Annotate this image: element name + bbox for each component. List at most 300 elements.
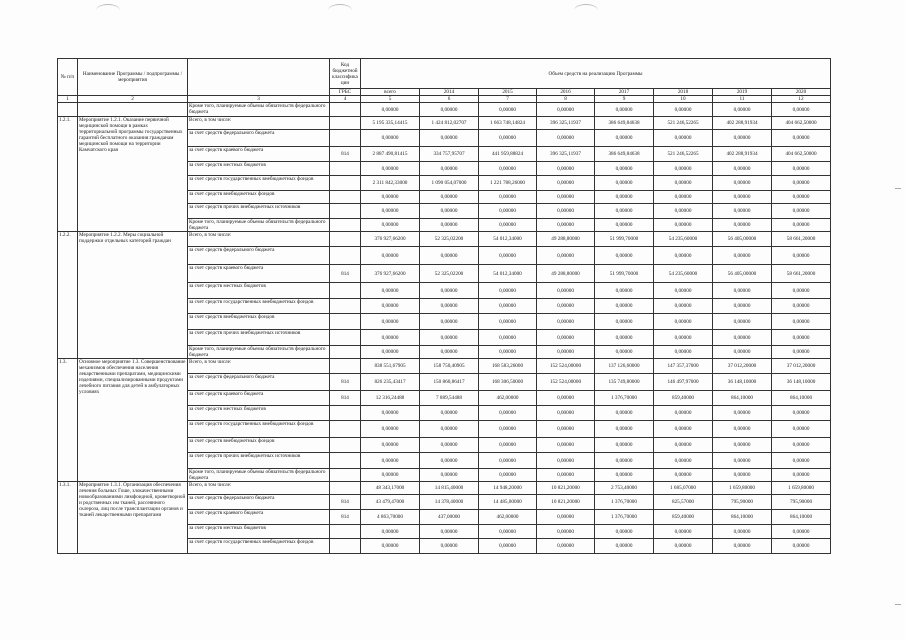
funding-source: за счет средств федерального бюджета (188, 130, 330, 147)
amount-cell: 0,00000 (479, 219, 537, 232)
amount-cell: 0,00000 (420, 283, 479, 299)
grbs-code (330, 219, 361, 232)
amount-cell: 0,00000 (713, 314, 772, 330)
funding-source: за счет средств прочих внебюджетных источников (188, 204, 330, 219)
amount-cell: 0,00000 (772, 314, 831, 330)
amount-cell: 0,00000 (654, 247, 713, 265)
amount-cell: 48 343,17000 (361, 482, 420, 495)
grbs-code (330, 176, 361, 191)
amount-cell: 0,00000 (361, 314, 420, 330)
amount-cell: 0,00000 (361, 453, 420, 469)
col-header-year: 2015 (479, 89, 537, 96)
amount-cell: 0,00000 (713, 406, 772, 421)
row-number: 1.2.2. (58, 232, 78, 359)
amount-cell: 0,00000 (654, 539, 713, 554)
col-header-name: Наименование Программы / подпрограммы / мероприятия (78, 59, 188, 96)
amount-cell: 0,00000 (420, 130, 479, 147)
amount-cell: 0,00000 (595, 176, 654, 191)
amount-cell: 0,00000 (713, 219, 772, 232)
grbs-code (330, 162, 361, 176)
amount-cell: 0,00000 (479, 438, 537, 453)
amount-cell: 826 235,43417 (361, 374, 420, 391)
amount-cell: 58 661,20000 (772, 265, 831, 283)
amount-cell: 859,40000 (654, 510, 713, 525)
col-header-year: 2017 (595, 89, 654, 96)
amount-cell: 0,00000 (361, 283, 420, 299)
hole-punch-mark (574, 4, 598, 17)
amount-cell: 0,00000 (595, 453, 654, 469)
amount-cell: 0,00000 (595, 103, 654, 117)
row-number: 1.2.1. (58, 117, 78, 232)
measure-name: Мероприятие 1.2.1. Оказание первичной медицинской помощи в рамках территориальной программы государственных гарантий бесплатного оказания гражданам медицинской помощи на территории Камчатского края (78, 117, 188, 232)
grbs-code (330, 232, 361, 247)
col-header-no: № п/п (58, 59, 78, 96)
amount-cell: 859,40000 (654, 391, 713, 406)
amount-cell: 0,00000 (654, 525, 713, 539)
amount-cell: 0,00000 (713, 204, 772, 219)
amount-cell: 386 649,84638 (595, 147, 654, 162)
amount-cell: 0,00000 (713, 191, 772, 204)
amount-cell: 2 887 490,81415 (361, 147, 420, 162)
grbs-code: 814 (330, 374, 361, 391)
amount-cell: 137 126,60000 (595, 359, 654, 374)
amount-cell: 0,00000 (479, 469, 537, 482)
program-funding-table (57, 58, 831, 554)
amount-cell: 52 325,02200 (420, 265, 479, 283)
column-index: 10 (654, 96, 713, 103)
col-header-year: 2019 (713, 89, 772, 96)
amount-cell: 0,00000 (595, 247, 654, 265)
grbs-code (330, 130, 361, 147)
amount-cell: 2 753,40000 (595, 482, 654, 495)
amount-cell: 386 649,84638 (595, 117, 654, 130)
amount-cell: 396 325,11937 (537, 147, 595, 162)
grbs-code (330, 421, 361, 438)
amount-cell: 838 551,67905 (361, 359, 420, 374)
amount-cell: 0,00000 (654, 191, 713, 204)
funding-source: за счет средств федерального бюджета (188, 495, 330, 510)
amount-cell: 0,00000 (420, 469, 479, 482)
col-header-year: 2018 (654, 89, 713, 96)
amount-cell: 168 306,50000 (479, 374, 537, 391)
amount-cell: 0,00000 (654, 346, 713, 359)
amount-cell: 0,00000 (654, 438, 713, 453)
amount-cell: 864,10000 (713, 510, 772, 525)
amount-cell: 0,00000 (713, 346, 772, 359)
funding-source: за счет средств местных бюджетов (188, 525, 330, 539)
grbs-code (330, 346, 361, 359)
amount-cell: 0,00000 (654, 299, 713, 314)
amount-cell: 404 662,50000 (772, 147, 831, 162)
amount-cell: 0,00000 (772, 421, 831, 438)
grbs-code (330, 103, 361, 117)
amount-cell: 0,00000 (654, 469, 713, 482)
col-header-source (188, 59, 330, 96)
column-index: 9 (595, 96, 654, 103)
amount-cell: 0,00000 (713, 176, 772, 191)
amount-cell: 0,00000 (420, 204, 479, 219)
table-row (58, 103, 831, 117)
amount-cell: 7 889,54488 (420, 391, 479, 406)
amount-cell: 521 246,52265 (654, 147, 713, 162)
amount-cell: 10 821,20000 (537, 495, 595, 510)
amount-cell: 0,00000 (537, 406, 595, 421)
amount-cell: 0,00000 (537, 247, 595, 265)
amount-cell: 0,00000 (713, 247, 772, 265)
funding-source: Всего, в том числе: (188, 482, 330, 495)
measure-name: Мероприятие 1.2.2. Меры социальной поддержки отдельных категорий граждан (78, 232, 188, 359)
amount-cell: 0,00000 (361, 247, 420, 265)
amount-cell: 0,00000 (595, 299, 654, 314)
amount-cell: 0,00000 (772, 469, 831, 482)
amount-cell: 0,00000 (772, 162, 831, 176)
column-index: 2 (78, 96, 188, 103)
grbs-code (330, 283, 361, 299)
funding-source: за счет средств внебюджетных фондов (188, 314, 330, 330)
amount-cell: 795,90000 (713, 495, 772, 510)
amount-cell: 864,10000 (772, 510, 831, 525)
grbs-code (330, 359, 361, 374)
funding-source: за счет средств прочих внебюджетных источников (188, 453, 330, 469)
col-header-volume: Объем средств на реализацию Программы (361, 59, 831, 89)
amount-cell: 0,00000 (537, 539, 595, 554)
amount-cell: 0,00000 (595, 539, 654, 554)
amount-cell: 168 583,26000 (479, 359, 537, 374)
amount-cell: 0,00000 (420, 191, 479, 204)
amount-cell: 0,00000 (713, 421, 772, 438)
amount-cell: 1 659,80000 (772, 482, 831, 495)
grbs-code (330, 406, 361, 421)
amount-cell: 37 012,20000 (713, 359, 772, 374)
amount-cell: 0,00000 (654, 330, 713, 346)
funding-source: за счет средств местных бюджетов (188, 162, 330, 176)
amount-cell: 0,00000 (537, 525, 595, 539)
amount-cell: 0,00000 (537, 421, 595, 438)
funding-source: Кроме того, планируемые объемы обязательств федерального бюджета (188, 346, 330, 359)
amount-cell: 0,00000 (361, 162, 420, 176)
amount-cell: 0,00000 (361, 525, 420, 539)
amount-cell: 0,00000 (772, 130, 831, 147)
amount-cell: 0,00000 (713, 299, 772, 314)
funding-source: Кроме того, планируемые объемы обязательств федерального бюджета (188, 103, 330, 117)
amount-cell: 0,00000 (654, 204, 713, 219)
row-number (58, 103, 78, 117)
grbs-code: 814 (330, 391, 361, 406)
measure-name: Основное мероприятие 1.3. Совершенствование механизмов обеспечения населения лекарственными препаратами, медицинскими изделиями, специализированными продуктами лечебного питания для детей в амбулаторных условиях (78, 359, 188, 482)
amount-cell: 0,00000 (361, 204, 420, 219)
amount-cell: 0,00000 (595, 438, 654, 453)
amount-cell: 14 485,00000 (479, 495, 537, 510)
amount-cell: 147 357,37000 (654, 359, 713, 374)
amount-cell: 0,00000 (420, 421, 479, 438)
amount-cell: 0,00000 (595, 525, 654, 539)
funding-source: за счет средств внебюджетных фондов (188, 438, 330, 453)
amount-cell: 334 757,95707 (420, 147, 479, 162)
grbs-code (330, 525, 361, 539)
amount-cell: 402 288,91934 (713, 147, 772, 162)
col-header-grbs: ГРБС (330, 89, 361, 96)
amount-cell: 0,00000 (537, 204, 595, 219)
amount-cell: 437,00000 (420, 510, 479, 525)
grbs-code (330, 539, 361, 554)
grbs-code (330, 247, 361, 265)
amount-cell: 0,00000 (772, 539, 831, 554)
amount-cell: 0,00000 (772, 247, 831, 265)
grbs-code (330, 204, 361, 219)
amount-cell: 14 378,40000 (420, 495, 479, 510)
amount-cell: 0,00000 (595, 346, 654, 359)
funding-source: за счет средств краевого бюджета (188, 265, 330, 283)
amount-cell: 0,00000 (479, 191, 537, 204)
amount-cell: 0,00000 (420, 299, 479, 314)
column-index: 1 (58, 96, 78, 103)
amount-cell: 0,00000 (654, 283, 713, 299)
amount-cell: 1 685,07000 (654, 482, 713, 495)
amount-cell: 1 376,70000 (595, 495, 654, 510)
amount-cell: 0,00000 (772, 330, 831, 346)
amount-cell: 462,00000 (479, 391, 537, 406)
amount-cell: 56 405,00000 (713, 265, 772, 283)
amount-cell: 0,00000 (420, 219, 479, 232)
amount-cell: 0,00000 (713, 330, 772, 346)
amount-cell: 0,00000 (537, 510, 595, 525)
amount-cell: 0,00000 (772, 438, 831, 453)
amount-cell: 0,00000 (595, 406, 654, 421)
amount-cell: 4 863,70000 (361, 510, 420, 525)
amount-cell: 150 860,86417 (420, 374, 479, 391)
amount-cell: 0,00000 (361, 406, 420, 421)
amount-cell: 0,00000 (595, 469, 654, 482)
amount-cell: 0,00000 (537, 299, 595, 314)
amount-cell: 1 663 748,14824 (479, 117, 537, 130)
amount-cell: 0,00000 (361, 191, 420, 204)
amount-cell: 0,00000 (479, 247, 537, 265)
amount-cell: 0,00000 (420, 453, 479, 469)
amount-cell: 0,00000 (361, 219, 420, 232)
amount-cell: 1 659,80000 (713, 482, 772, 495)
amount-cell: 0,00000 (479, 453, 537, 469)
amount-cell: 0,00000 (479, 204, 537, 219)
amount-cell: 0,00000 (654, 162, 713, 176)
amount-cell: 0,00000 (361, 421, 420, 438)
amount-cell: 0,00000 (654, 103, 713, 117)
amount-cell: 0,00000 (654, 176, 713, 191)
amount-cell: 0,00000 (420, 162, 479, 176)
column-index: 3 (188, 96, 330, 103)
grbs-code: 814 (330, 147, 361, 162)
amount-cell: 0,00000 (595, 162, 654, 176)
col-header-year: 2016 (537, 89, 595, 96)
amount-cell: 0,00000 (479, 162, 537, 176)
column-index: 4 (330, 96, 361, 103)
amount-cell: 0,00000 (479, 539, 537, 554)
funding-source: за счет средств государственных внебюджетных фондов (188, 421, 330, 438)
amount-cell: 0,00000 (420, 438, 479, 453)
grbs-code (330, 314, 361, 330)
amount-cell: 0,00000 (537, 438, 595, 453)
amount-cell: 0,00000 (654, 406, 713, 421)
amount-cell: 0,00000 (654, 314, 713, 330)
amount-cell: 402 288,91934 (713, 117, 772, 130)
amount-cell: 0,00000 (479, 421, 537, 438)
amount-cell: 0,00000 (479, 346, 537, 359)
hole-punch-mark (96, 4, 120, 17)
amount-cell: 0,00000 (537, 176, 595, 191)
amount-cell: 825,57000 (654, 495, 713, 510)
amount-cell: 0,00000 (772, 103, 831, 117)
amount-cell: 51 999,70000 (595, 265, 654, 283)
amount-cell: 0,00000 (595, 191, 654, 204)
amount-cell: 0,00000 (713, 283, 772, 299)
grbs-code (330, 453, 361, 469)
amount-cell: 0,00000 (537, 162, 595, 176)
amount-cell: 56 405,00000 (713, 232, 772, 247)
amount-cell: 0,00000 (361, 539, 420, 554)
amount-cell: 54 235,60000 (654, 265, 713, 283)
amount-cell: 0,00000 (537, 330, 595, 346)
amount-cell: 521 246,52265 (654, 117, 713, 130)
amount-cell: 0,00000 (361, 330, 420, 346)
amount-cell: 158 750,40905 (420, 359, 479, 374)
amount-cell: 0,00000 (479, 525, 537, 539)
funding-source: за счет средств государственных внебюджетных фондов (188, 539, 330, 554)
amount-cell: 49 288,80000 (537, 232, 595, 247)
amount-cell: 864,10000 (772, 391, 831, 406)
amount-cell: 0,00000 (479, 130, 537, 147)
amount-cell: 135 749,80000 (595, 374, 654, 391)
col-header-year: всего (361, 89, 420, 96)
amount-cell: 0,00000 (772, 283, 831, 299)
amount-cell: 441 959,88824 (479, 147, 537, 162)
amount-cell: 0,00000 (361, 103, 420, 117)
amount-cell: 36 148,10000 (772, 374, 831, 391)
amount-cell: 36 148,10000 (713, 374, 772, 391)
amount-cell: 0,00000 (537, 191, 595, 204)
amount-cell: 0,00000 (713, 453, 772, 469)
funding-source: Всего, в том числе: (188, 359, 330, 374)
column-index: 12 (772, 96, 831, 103)
amount-cell: 0,00000 (537, 314, 595, 330)
funding-source: за счет средств государственных внебюджетных фондов (188, 299, 330, 314)
grbs-code (330, 191, 361, 204)
funding-source: за счет средств краевого бюджета (188, 510, 330, 525)
edge-mark (895, 188, 901, 189)
funding-source: за счет средств государственных внебюджетных фондов (188, 176, 330, 191)
amount-cell: 0,00000 (537, 391, 595, 406)
amount-cell: 0,00000 (537, 346, 595, 359)
amount-cell: 0,00000 (595, 330, 654, 346)
amount-cell: 0,00000 (713, 539, 772, 554)
grbs-code: 814 (330, 495, 361, 510)
amount-cell: 0,00000 (772, 453, 831, 469)
amount-cell: 0,00000 (595, 314, 654, 330)
amount-cell: 54 012,34000 (479, 265, 537, 283)
amount-cell: 0,00000 (361, 346, 420, 359)
amount-cell: 376 927,66200 (361, 232, 420, 247)
amount-cell: 1 376,70000 (595, 510, 654, 525)
funding-source: за счет средств краевого бюджета (188, 147, 330, 162)
funding-source: за счет средств краевого бюджета (188, 391, 330, 406)
amount-cell: 10 821,20000 (537, 482, 595, 495)
amount-cell: 0,00000 (654, 421, 713, 438)
amount-cell: 0,00000 (654, 219, 713, 232)
amount-cell: 0,00000 (772, 406, 831, 421)
col-header-year: 2014 (420, 89, 479, 96)
grbs-code (330, 482, 361, 495)
column-index: 5 (361, 96, 420, 103)
column-index: 6 (420, 96, 479, 103)
amount-cell: 0,00000 (713, 130, 772, 147)
amount-cell: 152 524,00000 (537, 374, 595, 391)
column-index: 8 (537, 96, 595, 103)
grbs-code: 814 (330, 265, 361, 283)
funding-source: за счет средств прочих внебюджетных источников (188, 330, 330, 346)
funding-source: Кроме того, планируемые объемы обязательств федерального бюджета (188, 219, 330, 232)
amount-cell: 0,00000 (479, 314, 537, 330)
funding-source: за счет средств внебюджетных фондов (188, 191, 330, 204)
amount-cell: 0,00000 (772, 299, 831, 314)
amount-cell: 51 999,70000 (595, 232, 654, 247)
table-row (58, 482, 831, 495)
amount-cell: 0,00000 (595, 204, 654, 219)
amount-cell: 0,00000 (420, 406, 479, 421)
amount-cell: 864,10000 (713, 391, 772, 406)
amount-cell: 0,00000 (595, 219, 654, 232)
amount-cell: 0,00000 (420, 330, 479, 346)
amount-cell: 795,90000 (772, 495, 831, 510)
amount-cell: 0,00000 (479, 103, 537, 117)
amount-cell: 0,00000 (361, 469, 420, 482)
amount-cell: 0,00000 (420, 346, 479, 359)
amount-cell: 0,00000 (772, 346, 831, 359)
amount-cell: 0,00000 (537, 453, 595, 469)
measure-name: Мероприятие 1.3.1. Организация обеспечения лечения больных Гоше, злокачественными новообразованиями лимфоидной, кроветворной и родственных им тканей, рассеянного склероза, лиц после трансплантации органов и тканей лекарственными препаратами (78, 482, 188, 554)
amount-cell: 0,00000 (595, 421, 654, 438)
grbs-code (330, 438, 361, 453)
amount-cell: 5 195 335,14415 (361, 117, 420, 130)
amount-cell: 0,00000 (713, 103, 772, 117)
hole-punch-mark (328, 4, 352, 17)
amount-cell: 0,00000 (361, 438, 420, 453)
amount-cell: 0,00000 (713, 162, 772, 176)
amount-cell: 0,00000 (772, 219, 831, 232)
amount-cell: 462,00000 (479, 510, 537, 525)
grbs-code (330, 469, 361, 482)
amount-cell: 0,00000 (537, 283, 595, 299)
amount-cell: 0,00000 (772, 204, 831, 219)
amount-cell: 58 661,20000 (772, 232, 831, 247)
amount-cell: 2 311 842,33000 (361, 176, 420, 191)
amount-cell: 0,00000 (713, 525, 772, 539)
amount-cell: 376 927,66200 (361, 265, 420, 283)
amount-cell: 0,00000 (654, 453, 713, 469)
funding-source: за счет средств местных бюджетов (188, 406, 330, 421)
amount-cell: 0,00000 (654, 130, 713, 147)
amount-cell: 0,00000 (772, 191, 831, 204)
amount-cell: 0,00000 (361, 130, 420, 147)
amount-cell: 0,00000 (537, 103, 595, 117)
row-number: 1.3.1. (58, 482, 78, 554)
amount-cell: 1 090 054,07000 (420, 176, 479, 191)
funding-source: Кроме того, планируемые объемы обязательств федерального бюджета (188, 469, 330, 482)
amount-cell: 0,00000 (713, 438, 772, 453)
funding-source: за счет средств федерального бюджета (188, 374, 330, 391)
amount-cell: 0,00000 (479, 330, 537, 346)
amount-cell: 1 376,70000 (595, 391, 654, 406)
amount-cell: 404 662,50000 (772, 117, 831, 130)
amount-cell: 54 235,60000 (654, 232, 713, 247)
col-header-year: 2020 (772, 89, 831, 96)
